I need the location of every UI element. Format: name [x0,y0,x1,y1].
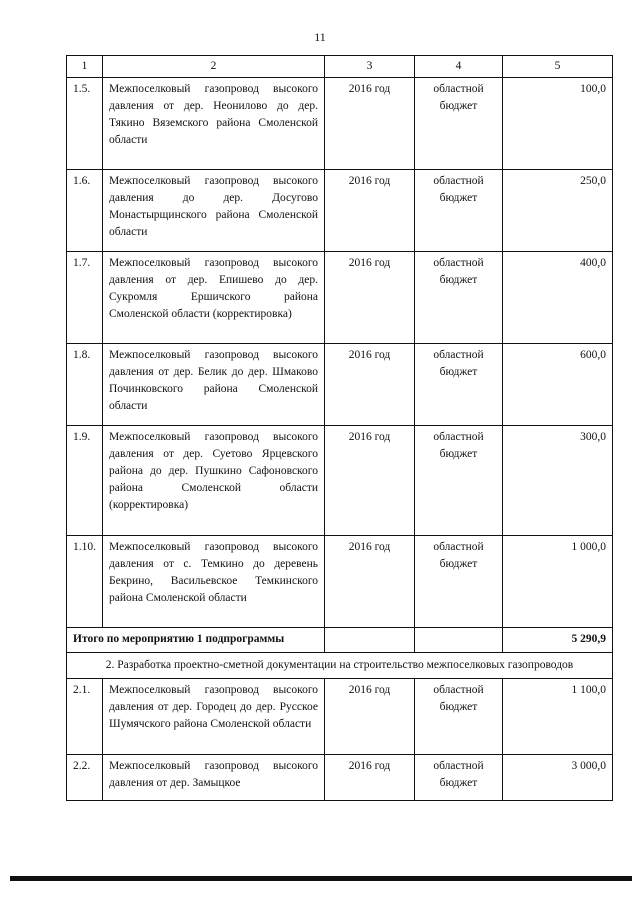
row-name: Межпоселковый газопровод высокого давления от дер. Суетово Ярцевского района до дер. Пушкино Сафоновского района Смоленской области (корректировка) [103,426,325,536]
row-year: 2016 год [325,78,415,170]
row-name: Межпоселковый газопровод высокого давления от с. Темкино до деревень Бекрино, Васильевское Темкинского района Смоленской области [103,536,325,628]
row-number: 1.6. [67,170,103,252]
row-amount: 3 000,0 [503,755,613,801]
row-name: Межпоселковый газопровод высокого давления до дер. Досугово Монастырщинского района Смоленской области [103,170,325,252]
row-amount: 250,0 [503,170,613,252]
row-year: 2016 год [325,755,415,801]
row-amount: 400,0 [503,252,613,344]
row-name: Межпоселковый газопровод высокого давления от дер. Епишево до дер. Сукромля Ершичского района Смоленской области (корректировка) [103,252,325,344]
row-name: Межпоселковый газопровод высокого давления от дер. Городец до дер. Русское Шумячского района Смоленской области [103,679,325,755]
page-number: 11 [314,30,326,44]
row-amount: 1 000,0 [503,536,613,628]
row-amount: 1 100,0 [503,679,613,755]
program-table [66,55,613,801]
row-name: Межпоселковый газопровод высокого давления от дер. Замыцкое [103,755,325,801]
table-row [67,755,613,801]
table-row [67,252,613,344]
row-source: областной бюджет [415,755,503,801]
table-row [67,170,613,252]
row-source: областной бюджет [415,78,503,170]
row-number: 2.1. [67,679,103,755]
row-source: областной бюджет [415,536,503,628]
row-amount: 300,0 [503,426,613,536]
total-label: Итого по мероприятию 1 подпрограммы [67,628,325,653]
table-row [67,536,613,628]
section-row [67,653,613,679]
total-empty [415,628,503,653]
row-name: Межпоселковый газопровод высокого давления от дер. Белик до дер. Шмаково Починковского района Смоленской области [103,344,325,426]
total-row [67,628,613,653]
row-year: 2016 год [325,252,415,344]
row-amount: 600,0 [503,344,613,426]
table-row [67,344,613,426]
header-cell: 1 [67,56,103,78]
row-source: областной бюджет [415,679,503,755]
row-number: 1.7. [67,252,103,344]
header-cell: 4 [415,56,503,78]
row-number: 2.2. [67,755,103,801]
row-amount: 100,0 [503,78,613,170]
row-source: областной бюджет [415,426,503,536]
header-cell: 2 [103,56,325,78]
row-year: 2016 год [325,426,415,536]
row-number: 1.9. [67,426,103,536]
row-year: 2016 год [325,344,415,426]
total-amount: 5 290,9 [503,628,613,653]
row-source: областной бюджет [415,170,503,252]
table-row [67,78,613,170]
row-year: 2016 год [325,679,415,755]
total-empty [325,628,415,653]
row-number: 1.10. [67,536,103,628]
header-cell: 3 [325,56,415,78]
row-source: областной бюджет [415,344,503,426]
row-year: 2016 год [325,536,415,628]
row-year: 2016 год [325,170,415,252]
row-source: областной бюджет [415,252,503,344]
row-number: 1.8. [67,344,103,426]
section-title: 2. Разработка проектно-сметной документации на строительство межпоселковых газопроводов [67,653,613,679]
table-row [67,679,613,755]
table-row [67,426,613,536]
row-number: 1.5. [67,78,103,170]
header-cell: 5 [503,56,613,78]
bottom-rule [10,876,632,881]
row-name: Межпоселковый газопровод высокого давления от дер. Неонилово до дер. Тякино Вяземского района Смоленской области [103,78,325,170]
header-row [67,56,613,78]
